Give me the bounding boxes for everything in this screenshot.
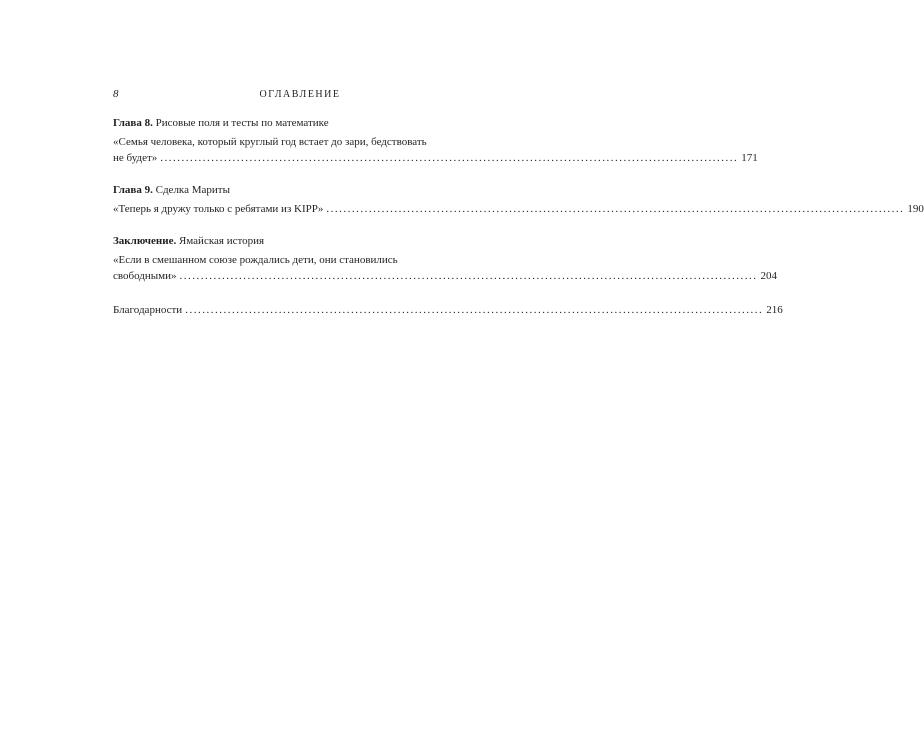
chapter-heading — [113, 233, 487, 249]
dot-leader: ........................................................................................................................................ — [179, 270, 758, 282]
dot-leader: ........................................................................................................................................ — [185, 304, 764, 316]
dot-leader: ........................................................................................................................................ — [160, 152, 739, 164]
toc-entry[interactable] — [113, 252, 778, 284]
acknowledgements-entry[interactable] — [113, 302, 783, 318]
entry-page-number: 204 — [760, 270, 778, 282]
chapter-8 — [113, 115, 758, 166]
running-title: ОГЛАВЛЕНИЕ — [259, 89, 341, 100]
acknowledgements-label: Благодарности — [113, 304, 183, 316]
entry-text-line2: свободными» — [113, 270, 177, 282]
dot-leader: ........................................................................................................................................ — [326, 203, 905, 215]
chapter-label: Глава 8. — [113, 117, 153, 129]
entry-text-line2: не будет» — [113, 152, 158, 164]
toc-entry[interactable] — [113, 201, 924, 217]
entry-page-number: 190 — [907, 203, 924, 215]
entry-text-line1: «Семья человека, который круглый год встает до зари, бедствовать — [113, 136, 427, 148]
chapter-title: Сделка Мариты — [155, 184, 230, 196]
table-of-contents — [113, 115, 924, 318]
chapter-label: Заключение. — [113, 235, 177, 247]
chapter-title: Рисовые поля и тесты по математике — [155, 117, 329, 129]
chapter-heading — [113, 182, 487, 198]
chapter-title: Ямайская история — [178, 235, 265, 247]
chapter-heading — [113, 115, 487, 131]
page-number: 8 — [113, 88, 119, 100]
entry-page-number: 171 — [741, 152, 758, 164]
entry-page-number: 216 — [766, 304, 783, 316]
toc-entry[interactable] — [113, 134, 758, 166]
conclusion — [113, 233, 778, 284]
entry-text-line1: «Если в смешанном союзе рождались дети, они становились — [113, 254, 398, 266]
chapter-label: Глава 9. — [113, 184, 153, 196]
entry-text-line2: «Теперь я дружу только с ребятами из KIPP» — [113, 203, 324, 215]
page-header — [113, 88, 487, 104]
chapter-9 — [113, 182, 924, 217]
